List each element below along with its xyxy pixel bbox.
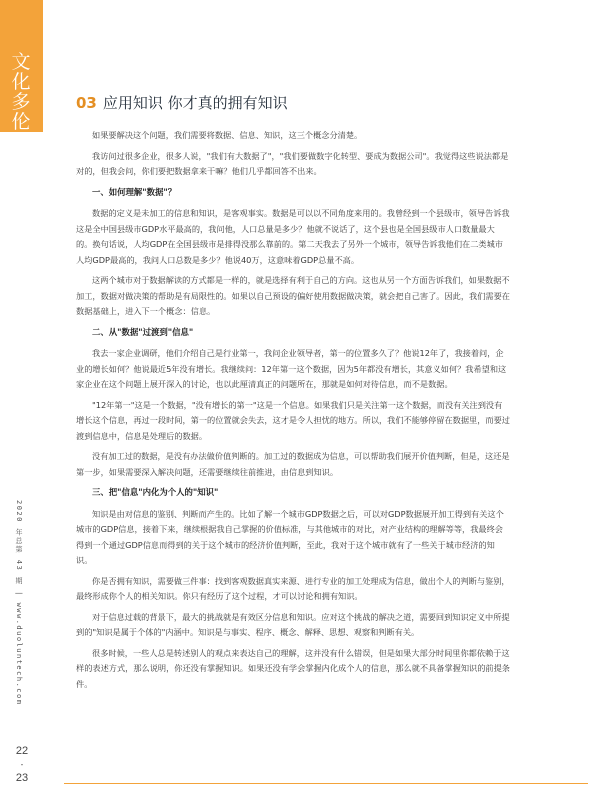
paragraph: "12年第一"这是一个数据，"没有增长的第一"这是一个信息。如果我们只是关注第一这个数据，而没有关注到没有增长这个信息，再过一段时间，第一的位置就会失去，这才是令人担忧的地方。所以，我们不能够停留在数据里，而要过渡到信息中，信息是处理后的数据。 — [76, 399, 510, 441]
issue-and-website: 2020 年总第 43 期 | www.duoluntech.com — [15, 500, 23, 706]
side-tab — [0, 0, 43, 132]
article-heading — [76, 92, 288, 113]
paragraph: 我去一家企业调研，他们介绍自己是行业第一，我问企业领导者，第一的位置多久了？他说12年了，我接着问，企业的增长如何？他说最近5年没有增长。我继续问：12年第一这个数据，因为5年都没有增长，其意义如何？我希望和这家企业在这个问题上展开深入的讨论，也以此厘清真正的问题所在，那就是如何对待信息，而不是数据。 — [76, 348, 507, 389]
paragraph: 数据的定义是未加工的信息和知识，是客观事实。数据是可以以不同角度来用的。我曾经到一个县级市，领导告诉我这是全中国县级市GDP水平最高的，我问他，人口总量是多少？他就不说话了，这个县也是全国县级市人口数量最大的。换句话说，人均GDP在全国县级市是排得没那么靠前的。第二天我去了另外一个城市，领导告诉我他们在二类城市人均GDP最高的，我问人口总数是多少？他说40万，这意味着GDP总量不高。 — [76, 208, 510, 265]
side-tab-char: 伦 — [11, 111, 31, 133]
paragraph: 没有加工过的数据，是没有办法做价值判断的。加工过的数据成为信息，可以帮助我们展开价值判断，但是，这还是第一步，如果需要深入解决问题，还需要继续往前推进，由信息到知识。 — [76, 451, 510, 477]
paragraph: 我访问过很多企业，很多人说，"我们有大数据了"，"我们要做数字化转型、要成为数据公司"。我觉得这些说法都是对的，但我会问，你们要把数据拿来干嘛？他们几乎都回答不出来。 — [76, 150, 509, 176]
heading-number: 03 — [76, 94, 97, 112]
paragraph: 如果要解决这个问题，我们需要将数据、信息、知识，这三个概念分清楚。 — [92, 130, 363, 140]
side-tab-char: 文 — [11, 51, 31, 73]
paragraph: 很多时候，一些人总是转述别人的观点来表达自己的理解，这并没有什么错误，但是如果大部分时间里你都依赖于这样的表述方式，那么说明，你还没有掌握知识。如果还没有学会掌握内化成个人的信息，那么就不具备掌握知识的前提条件。 — [76, 647, 510, 689]
paragraph: 你是否拥有知识，需要做三件事：找到客观数据真实来源、进行专业的加工处理成为信息，做出个人的判断与鉴别，最终形成你个人的相关知识。你只有经历了这个过程，才可以讨论和拥有知识。 — [76, 575, 510, 601]
paragraph: 这两个城市对于数据解读的方式都是一样的，就是选择有利于自己的方向。这也从另一个方面告诉我们，如果数据不加工，数据对做决策的帮助是有局限性的。如果以自己预设的偏好使用数据做决策，就会把自己害了。因此，我们需要在数据基础上，进入下一个概念：信息。 — [76, 275, 510, 316]
page-number-left: 22 — [15, 745, 29, 757]
side-tab-char: 多 — [11, 91, 31, 113]
section-heading: 一、如何理解"数据"？ — [92, 186, 177, 197]
article-body — [76, 128, 510, 697]
side-tab-label — [4, 52, 38, 132]
footer-divider — [64, 783, 588, 784]
paragraph: 对于信息过载的背景下，最大的挑战就是有效区分信息和知识。应对这个挑战的解决之道，需要回到知识定义中所提到的"知识是属于个体的"内涵中。知识是与事实、程序、概念、解释、思想、观察和判断有关。 — [76, 611, 510, 637]
section-heading: 二、从"数据"过渡到"信息" — [92, 326, 194, 337]
section-heading: 三、把"信息"内化为个人的"知识" — [92, 487, 219, 497]
heading-title: 应用知识 你才真的拥有知识 — [102, 94, 288, 112]
page-number-right: 23 — [15, 772, 29, 784]
side-tab-char: 化 — [11, 71, 31, 93]
page-number-separator: - — [20, 760, 24, 769]
paragraph: 知识是由对信息的鉴别、判断而产生的。比如了解一个城市GDP数据之后，可以对GDP数据展开加工得到有关这个城市的GDP信息，接着下来，继续根据我自己掌握的价值标准，与其他城市的对比，对产业结构的理解等等，我最终会得到一个通过GDP信息而得到的关于这个城市的经济价值判断，至此，我对于这个城市就有了一些关于城市经济的知识。 — [76, 508, 504, 565]
